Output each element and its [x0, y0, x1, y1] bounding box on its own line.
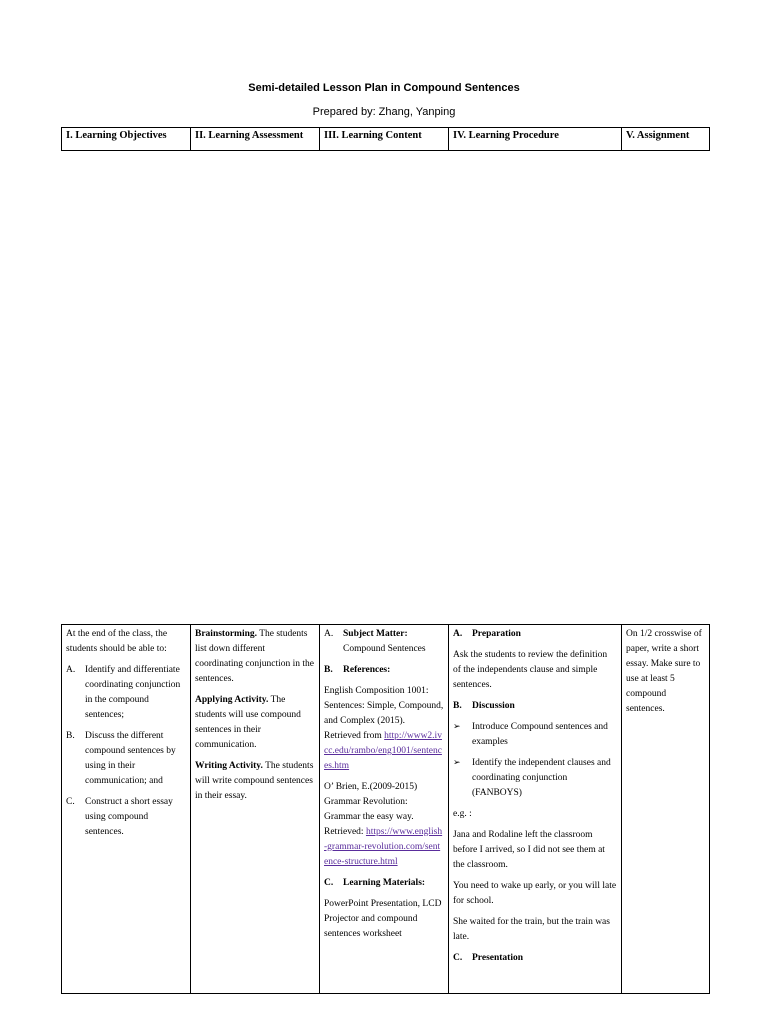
assessment-label: Writing Activity.: [195, 761, 263, 771]
discussion-label: Discussion: [472, 701, 515, 711]
content-materials: [324, 876, 444, 891]
reference-1-link[interactable]: http://www2.ivcc.edu/rambo/eng1001/sentences.htm: [324, 731, 442, 771]
assessment-cell: [191, 625, 320, 994]
document-title: Semi-detailed Lesson Plan in Compound Sentences: [248, 82, 520, 94]
header-content: III. Learning Content: [320, 128, 449, 151]
header-assessment: II. Learning Assessment: [191, 128, 320, 151]
example-label: e.g. :: [453, 809, 472, 819]
content-subject-matter: [324, 627, 444, 642]
reference-2: [324, 780, 444, 870]
list-item: [66, 663, 186, 723]
subject-matter-value: Compound Sentences: [343, 644, 426, 654]
procedure-cell: [449, 625, 622, 994]
preparation-text: Ask the students to review the definition of the independents clause and simple sentences.: [453, 650, 608, 690]
content-references: [324, 663, 444, 678]
list-marker: B.: [453, 701, 462, 711]
procedure-discussion: [453, 699, 617, 714]
list-item: [66, 729, 186, 789]
header-assignment: V. Assignment: [622, 128, 710, 151]
list-marker: A.: [324, 629, 334, 639]
objectives-intro: At the end of the class, the students should be able to:: [66, 629, 168, 654]
materials-label: Learning Materials:: [343, 878, 426, 888]
reference-2-text: O’ Brien, E.(2009-2015) Grammar Revolution: Grammar the easy way. Retrieved:: [324, 782, 418, 837]
reference-2-link[interactable]: https://www.english-grammar-revolution.com/sentence-structure.html: [324, 827, 443, 867]
objective-text: Construct a short essay using compound sentences.: [85, 797, 173, 837]
reference-1: [324, 684, 444, 774]
header-objectives: I. Learning Objectives: [62, 128, 191, 151]
list-marker: A.: [453, 629, 463, 639]
assessment-label: Brainstorming.: [195, 629, 258, 639]
example-sentence: You need to wake up early, or you will late for school.: [453, 881, 617, 906]
assessment-item: [195, 627, 315, 687]
list-marker: B.: [324, 665, 333, 675]
assessment-text: The students will use compound sentences in their communication.: [195, 695, 301, 750]
list-marker: C.: [453, 953, 463, 963]
prepared-by: Prepared by: Zhang, Yanping: [312, 106, 456, 118]
assessment-item: [195, 693, 315, 753]
header-table: [61, 127, 710, 151]
materials-text: PowerPoint Presentation, LCD Projector and compound sentences worksheet: [324, 899, 442, 939]
procedure-preparation: [453, 627, 617, 642]
references-label: References:: [343, 665, 391, 675]
objective-text: Discuss the different compound sentences by using in their communication; and: [85, 731, 176, 786]
list-marker: C.: [324, 878, 334, 888]
preparation-label: Preparation: [472, 629, 521, 639]
list-item: [453, 720, 617, 750]
list-item: [66, 795, 186, 840]
content-cell: [320, 625, 449, 994]
arrow-bullet-icon: ➢: [453, 722, 461, 732]
assignment-cell: [622, 625, 710, 994]
list-marker: C.: [66, 797, 75, 807]
arrow-bullet-icon: ➢: [453, 758, 461, 768]
subject-matter-label: Subject Matter:: [343, 629, 408, 639]
presentation-label: Presentation: [472, 953, 524, 963]
procedure-presentation: [453, 951, 617, 966]
example-sentence: Jana and Rodaline left the classroom before I arrived, so I did not see them at the classroom.: [453, 830, 605, 870]
discussion-bullet: Introduce Compound sentences and examples: [472, 722, 608, 747]
header-procedure: IV. Learning Procedure: [449, 128, 622, 151]
list-marker: A.: [66, 665, 76, 675]
assessment-text: The students will write compound sentences in their essay.: [195, 761, 314, 801]
objective-text: Identify and differentiate coordinating conjunction in the compound sentences;: [85, 665, 181, 720]
assessment-label: Applying Activity.: [195, 695, 269, 705]
reference-1-text: English Composition 1001: Sentences: Simple, Compound, and Complex (2015). Retrieved from: [324, 686, 444, 741]
assessment-text: The students list down different coordinating conjunction in the sentences.: [195, 629, 314, 684]
lesson-table: [61, 624, 710, 994]
discussion-bullet: Identify the independent clauses and coordinating conjunction (FANBOYS): [472, 758, 611, 798]
assignment-text: On 1/2 crosswise of paper, write a short essay. Make sure to use at least 5 compound sentences.: [626, 629, 702, 714]
list-marker: B.: [66, 731, 75, 741]
assessment-item: [195, 759, 315, 804]
list-item: [453, 756, 617, 801]
objectives-cell: [62, 625, 191, 994]
example-sentence: She waited for the train, but the train was late.: [453, 917, 610, 942]
